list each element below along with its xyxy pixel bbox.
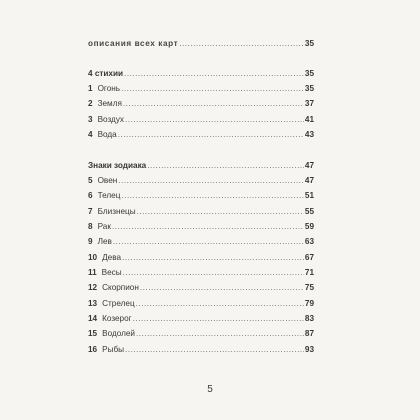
toc-page-number: 59	[304, 222, 314, 231]
toc-entry-number: 6	[88, 191, 93, 200]
toc-entry-number: 8	[88, 222, 93, 231]
dot-leader	[121, 83, 304, 95]
toc-page-number: 87	[304, 329, 314, 338]
dot-leader	[113, 236, 304, 248]
dot-leader	[122, 252, 304, 264]
toc-page-number: 35	[304, 69, 314, 78]
toc-entry-label: Овен	[97, 176, 118, 185]
dot-leader	[125, 114, 304, 126]
dot-leader	[118, 175, 304, 187]
dot-leader	[123, 98, 304, 110]
toc-entry[interactable]	[88, 313, 314, 325]
toc-entry-label: Скорпион	[102, 283, 139, 292]
toc-entry-label: Рыбы	[102, 345, 125, 354]
toc-entry-number: 4	[88, 130, 93, 139]
dot-leader	[140, 282, 304, 294]
toc-entry[interactable]	[88, 236, 314, 248]
toc-heading-label: 4 стихии	[88, 69, 124, 78]
toc-page-number: 41	[304, 115, 314, 124]
toc-page-number: 47	[304, 176, 314, 185]
toc-heading-label: Знаки зодиака	[88, 161, 147, 170]
toc-entry[interactable]	[88, 344, 314, 356]
toc-entry-number: 15	[88, 329, 98, 338]
toc-page-number: 83	[304, 314, 314, 323]
toc-entry-number: 16	[88, 345, 98, 354]
dot-leader	[147, 160, 304, 172]
toc-heading-elements[interactable]	[88, 68, 314, 80]
toc-entry-number: 9	[88, 237, 93, 246]
toc-entry[interactable]	[88, 129, 314, 141]
toc-page-number: 43	[304, 130, 314, 139]
toc-page-number: 67	[304, 253, 314, 262]
dot-leader	[118, 129, 304, 141]
toc-page-number: 37	[304, 99, 314, 108]
toc-page-number: 51	[304, 191, 314, 200]
dot-leader	[121, 190, 303, 202]
toc-entry-number: 11	[88, 268, 97, 277]
toc-page-number: 47	[304, 161, 314, 170]
toc-heading-card-descriptions[interactable]	[88, 38, 314, 50]
dot-leader	[112, 221, 304, 233]
toc-entry-number: 1	[88, 84, 93, 93]
dot-leader	[133, 313, 304, 325]
toc-page-number: 93	[304, 345, 314, 354]
toc-entry-label: Телец	[97, 191, 121, 200]
toc-heading-zodiac[interactable]	[88, 160, 314, 172]
toc-entry-number: 3	[88, 115, 93, 124]
toc-entry-label: Близнецы	[97, 207, 136, 216]
toc-page-number: 71	[304, 268, 314, 277]
toc-entry-number: 10	[88, 253, 98, 262]
toc-entry[interactable]	[88, 328, 314, 340]
toc-entry[interactable]	[88, 83, 314, 95]
toc-entry-label: Вода	[97, 130, 117, 139]
toc-entry[interactable]	[88, 252, 314, 264]
toc-entry-label: Лев	[97, 237, 112, 246]
toc-entry-number: 14	[88, 314, 98, 323]
toc-entry[interactable]	[88, 114, 314, 126]
toc-page-number: 35	[304, 39, 314, 48]
toc-entry[interactable]	[88, 206, 314, 218]
toc-entry-number: 7	[88, 207, 93, 216]
dot-leader	[136, 328, 304, 340]
toc-page-number: 63	[304, 237, 314, 246]
toc-entry[interactable]	[88, 98, 314, 110]
toc-entry-label: Огонь	[97, 84, 121, 93]
toc-entry-label: Воздух	[97, 115, 125, 124]
toc-page-number: 79	[304, 299, 314, 308]
toc-entry-number: 13	[88, 299, 98, 308]
toc-entry[interactable]	[88, 190, 314, 202]
toc-entry[interactable]	[88, 298, 314, 310]
toc-entry-label: Стрелец	[102, 299, 135, 308]
toc-entry-number: 12	[88, 283, 98, 292]
toc-entry-label: Весы	[101, 268, 122, 277]
toc-entry[interactable]	[88, 221, 314, 233]
toc-entry-label: Водолей	[102, 329, 135, 338]
dot-leader	[123, 267, 304, 279]
dot-leader	[125, 344, 304, 356]
toc-entry-label: Козерог	[102, 314, 132, 323]
toc-heading-label: описания всех карт	[88, 39, 179, 48]
toc-page-number: 35	[304, 84, 314, 93]
toc-entry[interactable]	[88, 267, 314, 279]
toc-page-number: 75	[304, 283, 314, 292]
toc-entry-number: 5	[88, 176, 93, 185]
toc-entry-label: Земля	[97, 99, 122, 108]
toc-entry-label: Дева	[102, 253, 122, 262]
dot-leader	[136, 298, 304, 310]
dot-leader	[179, 38, 304, 50]
dot-leader	[137, 206, 304, 218]
toc-entry-label: Рак	[97, 222, 111, 231]
toc-entry-number: 2	[88, 99, 93, 108]
toc-page-number: 55	[304, 207, 314, 216]
page-number-footer: 5	[207, 384, 213, 395]
toc-entry[interactable]	[88, 282, 314, 294]
dot-leader	[124, 68, 304, 80]
toc-entry[interactable]	[88, 175, 314, 187]
